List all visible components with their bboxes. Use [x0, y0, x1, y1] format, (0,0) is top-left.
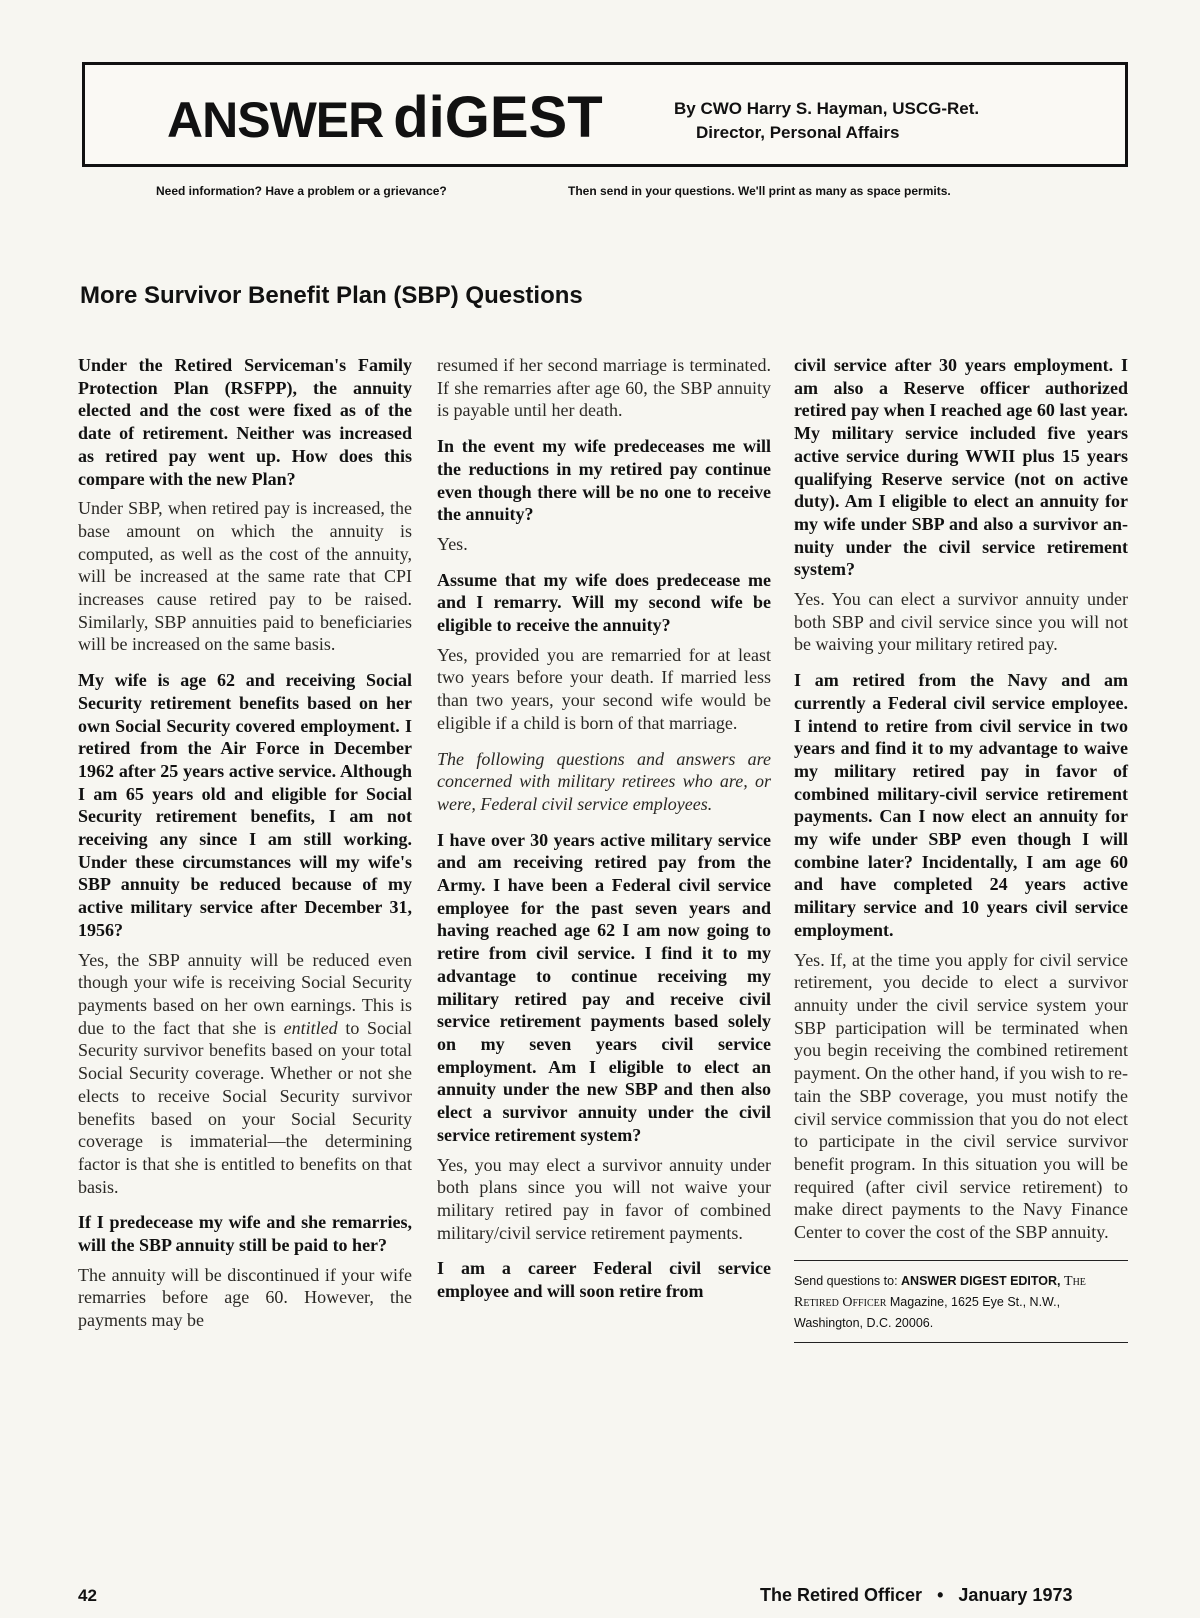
footer-date: January 1973 — [958, 1585, 1073, 1605]
answer-7: Yes. You can elect a survivor annuity under both SBP and civil service since you will not be waiving your military retired pay. — [794, 589, 1128, 655]
question-4: In the event my wife predeceases me will the reductions in my retired pay continue even though there will be no one to receive the annuity? — [437, 436, 771, 525]
question-6: I have over 30 years active military service and am receiving retired pay from the Army. I have been a Federal civil service employee for the past seven years and having reached age 62 I am now going to retire from civil service. I find it to my advantage to continue receiving my military retired pay and receive civil service retirement payments based solely on my seven years civil service employment. Am I eligible to elect an annuity under the new SBP and then also elect a survivor annuity under the civil service retirement system? — [437, 829, 771, 1145]
column-2 — [437, 354, 771, 1303]
byline-author: By CWO Harry S. Hayman, USCG-Ret. — [674, 99, 980, 118]
section-intro: The following questions and answers are concerned with military retirees who are, or were, Federal civil service employees. — [437, 748, 771, 814]
question-5: Assume that my wife does predecease me and I remarry. Will my second wife be eligible to receive the annuity? — [437, 569, 771, 636]
page-number: 42 — [78, 1586, 97, 1605]
logo-answer: ANSWER — [167, 92, 384, 148]
article-headline: More Survivor Benefit Plan (SBP) Questions — [80, 282, 583, 309]
strap-left: Need information? Have a problem or a grievance? — [156, 184, 447, 198]
answer-4: Yes. — [437, 533, 468, 554]
footer-title: The Retired Officer — [760, 1585, 923, 1605]
answer-2 — [78, 949, 412, 1199]
send-editor: ANSWER DIGEST EDITOR, — [901, 1273, 1061, 1288]
send-questions-box — [794, 1260, 1128, 1343]
answer-2-text-b: to Social Security survivor benefits based on your total Social Security coverage. Whether or not she elects to receive Social Security survivor benefits based on your Social Security coverage is immaterial—the determining factor is that she is entitled to benefits on that basis. — [78, 1017, 412, 1197]
answer-digest-logo — [167, 83, 603, 155]
send-address: Magazine, 1625 Eye St., N.W., Washington, D.C. 20006. — [794, 1294, 1061, 1330]
send-magazine: The Retired Officer — [794, 1273, 1086, 1310]
answer-3: The annuity will be discontinued if your wife remarries before age 60. However, the payments may be — [78, 1264, 412, 1331]
byline — [674, 97, 979, 145]
answer-5: Yes, provided you are remarried for at least two years before your death. If married less than two years, your second wife would be eligible if a child is born of that marriage. — [437, 644, 771, 733]
footer-publication — [760, 1585, 1072, 1606]
masthead-box — [82, 62, 1128, 167]
answer-2-text-a: Yes, the SBP annuity will be reduced even though your wife is receiving Social Security payments based on her own earnings. This is due to the fact that she is — [78, 949, 412, 1038]
question-7-continued: civil service after 30 years employment. I am also a Reserve officer authorized retired pay when I reached age 60 last year. My military service included five years active service during WWII plus 15 years qualifying Reserve service (not on active duty). Am I eligible to elect an annuity for my wife under SBP and also a survivor annuity under the civil service retirement system? — [794, 355, 1128, 580]
answer-6: Yes, you may elect a survivor annuity under both plans since you will not waive your military retired pay in favor of combined military/civil service retirement payments. — [437, 1154, 771, 1243]
byline-title: Director, Personal Affairs — [696, 123, 900, 142]
question-3: If I predecease my wife and she remarries, will the SBP annuity still be paid to her? — [78, 1212, 412, 1256]
logo-digest: diGEST — [393, 85, 603, 150]
question-7: I am a career Federal civil service employee and will soon retire from — [437, 1258, 771, 1302]
answer-1: Under SBP, when retired pay is increased, the base amount on which the annuity is computed, as well as the cost of the annuity, will be increased at the same rate that CPI increases cause retired pay to be raised. Similarly, SBP annuities paid to beneficiaries will be increased on the same basis. — [78, 498, 412, 655]
question-1: Under the Retired Serviceman's Family Protection Plan (RSFPP), the annuity elected and the cost were fixed as of the date of retirement. Neither was increased as retired pay went up. How does this compare with the new Plan? — [78, 355, 412, 489]
strap-right: Then send in your questions. We'll print as many as space permits. — [568, 184, 951, 198]
send-prefix: Send questions to: — [794, 1273, 902, 1288]
question-2: My wife is age 62 and receiving Social Security retirement benefits based on her own Social Security covered employment. I retired from the Air Force in December 1962 after 25 years active service. Although I am 65 years old and eligible for Social Security retirement benefits, I am not receiving any since I am still working. Under these circumstances will my wife's SBP annuity be reduced because of my active military service after December 31, 1956? — [78, 670, 412, 940]
answer-3-continued: resumed if her second marriage is terminated. If she remarries after age 60, the SBP annuity is payable until her death. — [437, 355, 771, 421]
answer-2-italic: entitled — [283, 1017, 338, 1038]
footer-separator: • — [937, 1585, 944, 1605]
column-3 — [794, 354, 1128, 1343]
column-1 — [78, 354, 412, 1332]
question-8: I am retired from the Navy and am currently a Federal civil service employee. I intend to retire from civil service in two years and find it to my advantage to waive my military retired pay in favor of combined military-civil service retirement payments. Can I now elect an annuity for my wife under SBP even though I will combine later? Incidentally, I am age 60 and have completed 24 years active military service and 10 years civil service employment. — [794, 670, 1128, 940]
answer-8: Yes. If, at the time you apply for civil service retirement, you decide to elect a survivor annuity under the civil service system your SBP participation will be terminated when you begin receiving the combined retirement payment. On the other hand, if you wish to retain the SBP coverage, you must notify the civil service commission that you do not elect to participate in the civil service survivor benefit program. In this situation you will be required (after civil service retirement) to make direct payments to the Navy Finance Center to cover the cost of the SBP annuity. — [794, 949, 1128, 1243]
